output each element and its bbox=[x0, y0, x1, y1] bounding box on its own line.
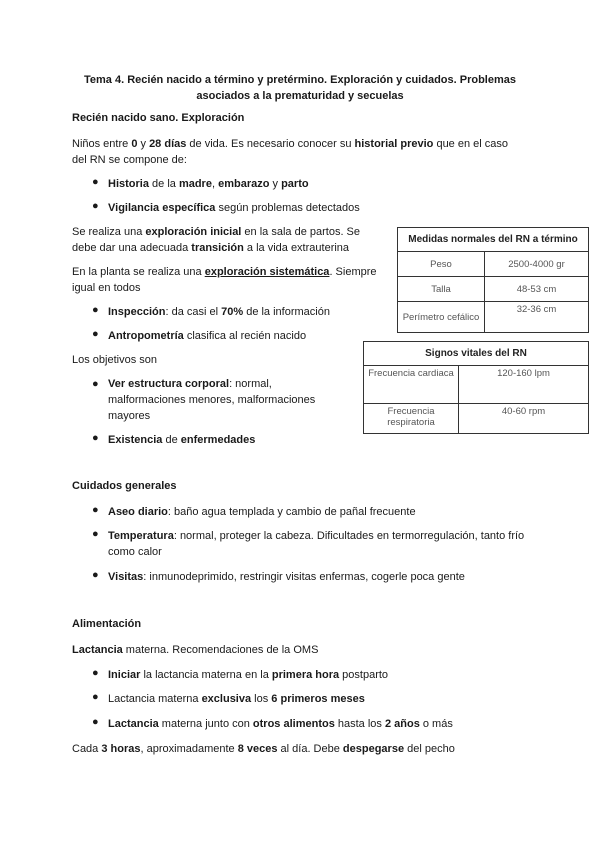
table-header: Signos vitales del RN bbox=[364, 342, 589, 366]
table-row: Peso 2500-4000 gr bbox=[398, 252, 589, 277]
table-row: Frecuencia cardiaca 120-160 lpm bbox=[364, 366, 589, 404]
paragraph-lactancia: Lactancia materna. Recomendaciones de la OMS bbox=[72, 644, 319, 656]
bullet-dot: ● bbox=[92, 691, 99, 703]
table-row: Frecuencia respiratoria 40-60 rpm bbox=[364, 404, 589, 434]
table-row: Talla 48-53 cm bbox=[398, 277, 589, 302]
table-signos-vitales bbox=[363, 341, 589, 434]
bullet-dot: ● bbox=[92, 504, 99, 516]
list-item-antropometria: Antropometría clasifica al recién nacido bbox=[108, 330, 307, 342]
section-heading-exploracion: Recién nacido sano. Exploración bbox=[72, 112, 245, 124]
title-line-1: Tema 4. Recién nacido a término y pretérmino. Exploración y cuidados. Problemas bbox=[84, 74, 516, 86]
list-item-existencia: Existencia de enfermedades bbox=[108, 434, 256, 446]
paragraph-exploracion-inicial: Se realiza una exploración inicial en la sala de partos. Se debe dar una adecuada transición a la vida extrauterina bbox=[72, 226, 361, 254]
bullet-dot: ● bbox=[92, 667, 99, 679]
bullet-dot: ● bbox=[92, 378, 99, 390]
bullet-dot: ● bbox=[92, 569, 99, 581]
bullet-dot: ● bbox=[92, 176, 99, 188]
bullet-dot: ● bbox=[92, 200, 99, 212]
bullet-dot: ● bbox=[92, 304, 99, 316]
list-item-otros-alimentos: Lactancia materna junto con otros alimentos hasta los 2 años o más bbox=[108, 718, 453, 730]
list-item-iniciar: Iniciar la lactancia materna en la primera hora postparto bbox=[108, 669, 389, 681]
table-medidas-normales bbox=[397, 227, 589, 333]
objetivos-label: Los objetivos son bbox=[72, 354, 157, 366]
list-item-vigilancia: Vigilancia específica según problemas detectados bbox=[108, 202, 360, 214]
list-item-historia: Historia de la madre, embarazo y parto bbox=[108, 178, 309, 190]
intro-paragraph: Niños entre 0 y 28 días de vida. Es necesario conocer su historial previo que en el caso del RN se compone de: bbox=[72, 138, 509, 166]
bullet-dot: ● bbox=[92, 716, 99, 728]
section-heading-alimentacion: Alimentación bbox=[72, 618, 142, 630]
list-item-aseo: Aseo diario: baño agua templada y cambio de pañal frecuente bbox=[108, 506, 416, 518]
paragraph-exploracion-sistematica: En la planta se realiza una exploración sistemática. Siempre igual en todos bbox=[72, 266, 377, 294]
bullet-dot: ● bbox=[92, 328, 99, 340]
table-header: Medidas normales del RN a término bbox=[398, 228, 589, 252]
section-heading-cuidados: Cuidados generales bbox=[72, 480, 177, 492]
paragraph-frecuencia-tomas: Cada 3 horas, aproximadamente 8 veces al día. Debe despegarse del pecho bbox=[72, 743, 455, 755]
list-item-temperatura: Temperatura: normal, proteger la cabeza. Dificultades en termorregulación, tanto frío como calor bbox=[108, 530, 525, 558]
bullet-dot: ● bbox=[92, 432, 99, 444]
list-item-visitas: Visitas: inmunodeprimido, restringir visitas enfermas, cogerle poca gente bbox=[108, 571, 465, 583]
list-item-inspeccion: Inspección: da casi el 70% de la información bbox=[108, 306, 330, 318]
list-item-exclusiva: Lactancia materna exclusiva los 6 primeros meses bbox=[108, 693, 365, 705]
bullet-dot: ● bbox=[92, 528, 99, 540]
list-item-estructura: Ver estructura corporal: normal, malformaciones menores, malformaciones mayores bbox=[108, 378, 316, 422]
table-row: Perímetro cefálico 32-36 cm bbox=[398, 302, 589, 333]
document-title bbox=[72, 72, 528, 104]
title-line-2: asociados a la prematuridad y secuelas bbox=[196, 90, 404, 102]
